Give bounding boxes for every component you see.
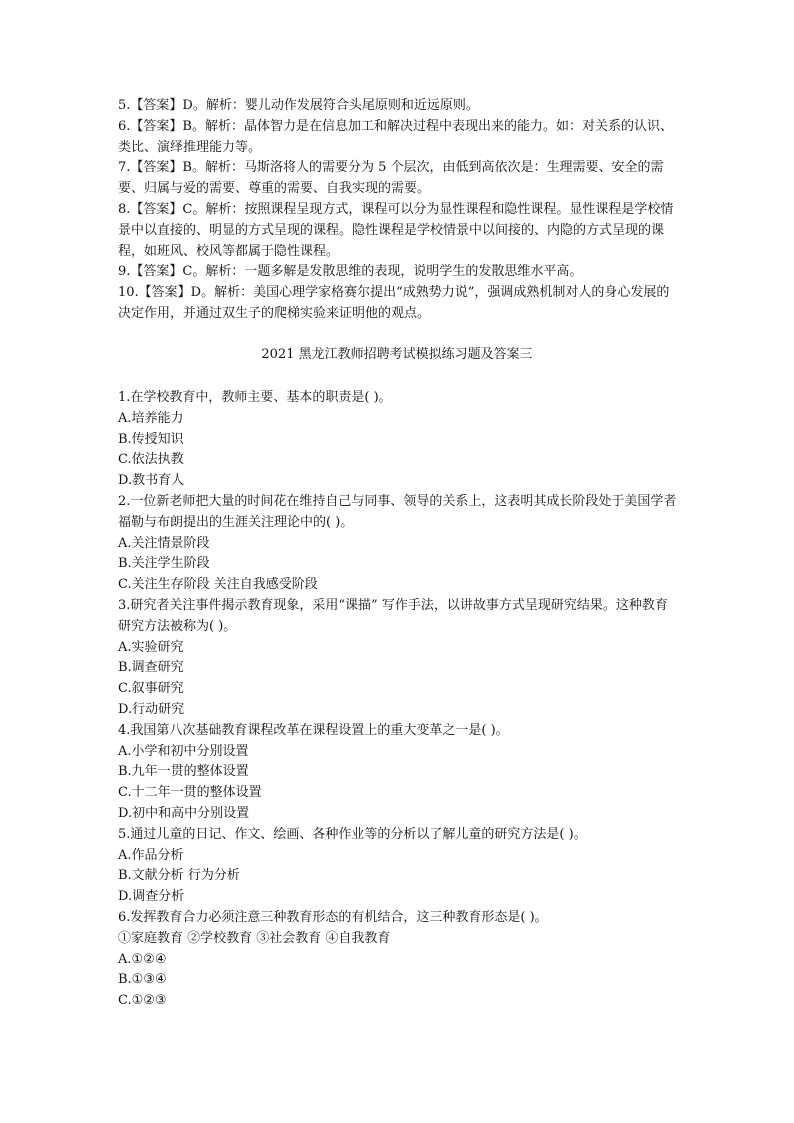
question-stem: 3.研究者关注事件揭示教育现象，采用“课描” 写作手法，以讲故事方式呈现研究结果。这种教育研究方法被称为( )。 — [118, 597, 668, 634]
option: D.初中和高中分别设置 — [118, 805, 250, 821]
option: C.依法执教 — [118, 452, 184, 468]
answer-6: 6.【答案】B。解析：晶体智力是在信息加工和解决过程中表现出来的能力。如：对关系的认识、类比、演绎推理能力等。 — [118, 118, 673, 155]
option: B.调查研究 — [118, 660, 184, 676]
answer-7: 7.【答案】B。解析：马斯洛将人的需要分为 5 个层次，由低到高依次是：生理需要、安全的需要、归属与爱的需要、尊重的需要、自我实现的需要。 — [118, 160, 664, 197]
question-3 — [118, 596, 678, 721]
option: A.关注情景阶段 — [118, 535, 210, 551]
option: ①家庭教育 ②学校教育 ③社会教育 ④自我教育 — [118, 930, 391, 946]
option: A.①②④ — [118, 951, 167, 967]
section-title: 2021 黑龙江教师招聘考试模拟练习题及答案三 — [261, 347, 533, 362]
option: B.九年一贯的整体设置 — [118, 764, 249, 780]
option: C.十二年一贯的整体设置 — [118, 785, 262, 801]
option: C.关注生存阶段 关注自我感受阶段 — [118, 577, 318, 593]
question-stem: 1.在学校教育中，教师主要、基本的职责是( )。 — [118, 390, 392, 405]
question-stem: 6.发挥教育合力必须注意三种教育形态的有机结合，这三种教育形态是( )。 — [118, 909, 548, 925]
question-4 — [118, 721, 678, 825]
question-stem: 4.我国第八次基础教育课程改革在课程设置上的重大变革之一是( )。 — [118, 722, 509, 738]
answer-10: 10.【答案】D。解析：美国心理学家格赛尔提出“成熟势力说”，强调成熟机制对人的身心发展的决定作用，并通过双生子的爬梯实验来证明他的观点。 — [118, 285, 670, 321]
option: B.①③④ — [118, 972, 167, 988]
answer-5: 5.【答案】D。解析：婴儿动作发展符合头尾原则和近远原则。 — [118, 98, 479, 113]
option: A.培养能力 — [118, 410, 184, 426]
option: D.教书育人 — [118, 473, 185, 489]
option: C.叙事研究 — [118, 681, 184, 697]
question-6 — [118, 908, 678, 1012]
question-2 — [118, 492, 678, 596]
question-stem: 5.通过儿童的日记、作文、绘画、各种作业等的分析以了解儿童的研究方法是( )。 — [118, 826, 587, 842]
option: A.小学和初中分别设置 — [118, 743, 249, 759]
option: B.关注学生阶段 — [118, 556, 210, 572]
answer-section — [118, 96, 678, 325]
question-1 — [118, 388, 678, 492]
option: B.文献分析 行为分析 — [118, 868, 240, 884]
question-5 — [118, 825, 678, 908]
question-section — [118, 388, 678, 1012]
option: D.行动研究 — [118, 701, 185, 717]
answer-8: 8.【答案】C。解析：按照课程呈现方式，课程可以分为显性课程和隐性课程。显性课程是学校情景中以直接的、明显的方式呈现的课程。隐性课程是学校情景中以间接的、内隐的方式呈现的课程，如班风、校风等都属于隐性课程。 — [118, 201, 674, 259]
question-stem: 2.一位新老师把大量的时间花在维持自己与同事、领导的关系上，这表明其成长阶段处于美国学者福勒与布朗提出的生涯关注理论中的( )。 — [118, 493, 677, 530]
option: C.①②③ — [118, 993, 167, 1009]
option: A.实验研究 — [118, 639, 184, 655]
option: D.调查分析 — [118, 889, 185, 905]
answer-9: 9.【答案】C。解析：一题多解是发散思维的表现，说明学生的发散思维水平高。 — [118, 264, 583, 280]
option: A.作品分析 — [118, 847, 184, 863]
option: B.传授知识 — [118, 431, 184, 447]
